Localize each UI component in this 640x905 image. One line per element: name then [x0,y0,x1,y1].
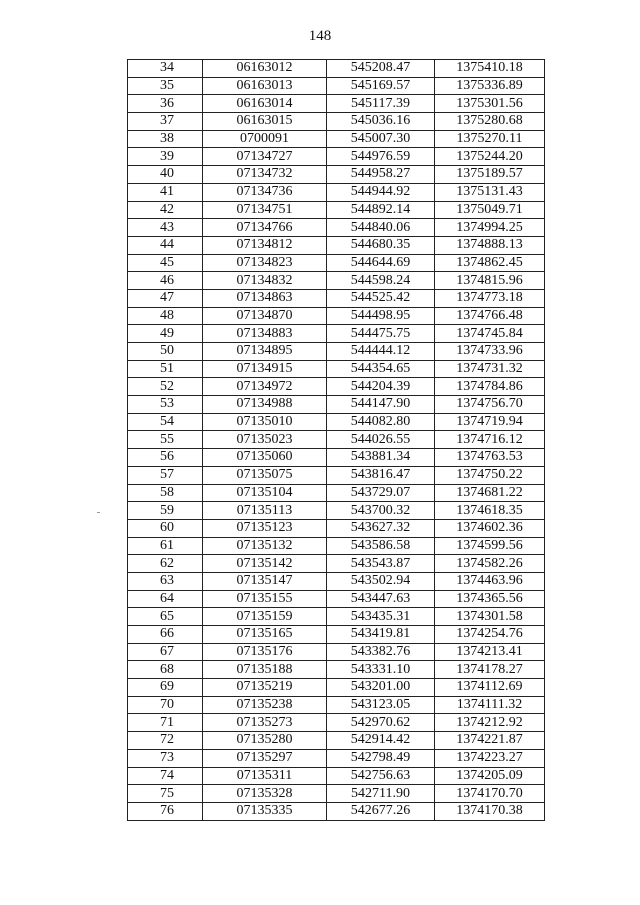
x-coordinate-cell: 543627.32 [327,519,435,537]
point-code-cell: 0700091 [203,130,327,148]
point-number-cell: 55 [128,431,203,449]
point-number-cell: 76 [128,802,203,820]
point-code-cell: 07134766 [203,219,327,237]
table-row [128,749,545,767]
point-code-cell: 07134972 [203,378,327,396]
table-row [128,679,545,697]
x-coordinate-cell: 543382.76 [327,643,435,661]
table-row [128,626,545,644]
x-coordinate-cell: 544644.69 [327,254,435,272]
point-code-cell: 07135010 [203,413,327,431]
y-coordinate-cell: 1374170.70 [435,785,545,803]
table-row [128,767,545,785]
y-coordinate-cell: 1375336.89 [435,77,545,95]
point-number-cell: 51 [128,360,203,378]
y-coordinate-cell: 1374365.56 [435,590,545,608]
point-code-cell: 07135023 [203,431,327,449]
y-coordinate-cell: 1374170.38 [435,802,545,820]
y-coordinate-cell: 1374111.32 [435,696,545,714]
point-code-cell: 06163012 [203,60,327,78]
point-number-cell: 69 [128,679,203,697]
point-code-cell: 07134751 [203,201,327,219]
table-row [128,236,545,254]
table-row [128,572,545,590]
table-row [128,519,545,537]
point-number-cell: 65 [128,608,203,626]
x-coordinate-cell: 542798.49 [327,749,435,767]
point-number-cell: 58 [128,484,203,502]
table-row [128,343,545,361]
point-code-cell: 07134863 [203,289,327,307]
y-coordinate-cell: 1374602.36 [435,519,545,537]
table-row [128,183,545,201]
point-number-cell: 67 [128,643,203,661]
y-coordinate-cell: 1375270.11 [435,130,545,148]
table-row [128,714,545,732]
x-coordinate-cell: 544354.65 [327,360,435,378]
point-number-cell: 41 [128,183,203,201]
x-coordinate-cell: 543435.31 [327,608,435,626]
point-number-cell: 46 [128,272,203,290]
point-number-cell: 44 [128,236,203,254]
y-coordinate-cell: 1374681.22 [435,484,545,502]
point-number-cell: 38 [128,130,203,148]
x-coordinate-cell: 544958.27 [327,166,435,184]
table-row [128,802,545,820]
table-row [128,113,545,131]
table-row [128,484,545,502]
point-code-cell: 06163013 [203,77,327,95]
point-code-cell: 07134732 [203,166,327,184]
y-coordinate-cell: 1374888.13 [435,236,545,254]
table-row [128,555,545,573]
point-code-cell: 07134915 [203,360,327,378]
table-row [128,396,545,414]
point-code-cell: 07135238 [203,696,327,714]
x-coordinate-cell: 544147.90 [327,396,435,414]
x-coordinate-cell: 543586.58 [327,537,435,555]
point-code-cell: 07135188 [203,661,327,679]
margin-mark [97,512,100,513]
x-coordinate-cell: 542711.90 [327,785,435,803]
table-row [128,537,545,555]
table-row [128,643,545,661]
table-row [128,378,545,396]
y-coordinate-cell: 1374112.69 [435,679,545,697]
table-row [128,732,545,750]
point-code-cell: 07135155 [203,590,327,608]
y-coordinate-cell: 1374773.18 [435,289,545,307]
table-row [128,130,545,148]
y-coordinate-cell: 1375410.18 [435,60,545,78]
y-coordinate-cell: 1374301.58 [435,608,545,626]
y-coordinate-cell: 1374599.56 [435,537,545,555]
point-number-cell: 70 [128,696,203,714]
table-row [128,590,545,608]
y-coordinate-cell: 1374582.26 [435,555,545,573]
point-number-cell: 39 [128,148,203,166]
y-coordinate-cell: 1375189.57 [435,166,545,184]
point-number-cell: 71 [128,714,203,732]
point-number-cell: 66 [128,626,203,644]
y-coordinate-cell: 1375301.56 [435,95,545,113]
table-row [128,95,545,113]
y-coordinate-cell: 1374784.86 [435,378,545,396]
x-coordinate-cell: 545036.16 [327,113,435,131]
x-coordinate-cell: 545208.47 [327,60,435,78]
table-row [128,219,545,237]
point-number-cell: 72 [128,732,203,750]
x-coordinate-cell: 544026.55 [327,431,435,449]
x-coordinate-cell: 544892.14 [327,201,435,219]
x-coordinate-cell: 544840.06 [327,219,435,237]
x-coordinate-cell: 544598.24 [327,272,435,290]
x-coordinate-cell: 545169.57 [327,77,435,95]
point-number-cell: 43 [128,219,203,237]
point-code-cell: 07135280 [203,732,327,750]
point-number-cell: 60 [128,519,203,537]
x-coordinate-cell: 543729.07 [327,484,435,502]
y-coordinate-cell: 1375244.20 [435,148,545,166]
table-row [128,60,545,78]
point-number-cell: 48 [128,307,203,325]
table-row [128,696,545,714]
x-coordinate-cell: 544204.39 [327,378,435,396]
x-coordinate-cell: 543123.05 [327,696,435,714]
x-coordinate-cell: 544525.42 [327,289,435,307]
y-coordinate-cell: 1374750.22 [435,466,545,484]
point-number-cell: 49 [128,325,203,343]
y-coordinate-cell: 1374719.94 [435,413,545,431]
x-coordinate-cell: 544082.80 [327,413,435,431]
x-coordinate-cell: 544475.75 [327,325,435,343]
point-code-cell: 07134736 [203,183,327,201]
y-coordinate-cell: 1374178.27 [435,661,545,679]
x-coordinate-cell: 542756.63 [327,767,435,785]
point-number-cell: 50 [128,343,203,361]
y-coordinate-cell: 1374815.96 [435,272,545,290]
point-number-cell: 53 [128,396,203,414]
point-code-cell: 07135159 [203,608,327,626]
x-coordinate-cell: 544498.95 [327,307,435,325]
y-coordinate-cell: 1374716.12 [435,431,545,449]
coordinates-table [127,59,545,821]
point-code-cell: 07134988 [203,396,327,414]
point-number-cell: 36 [128,95,203,113]
point-code-cell: 07134883 [203,325,327,343]
x-coordinate-cell: 543543.87 [327,555,435,573]
y-coordinate-cell: 1374862.45 [435,254,545,272]
point-number-cell: 64 [128,590,203,608]
point-number-cell: 57 [128,466,203,484]
point-code-cell: 07135335 [203,802,327,820]
point-code-cell: 07135060 [203,449,327,467]
point-code-cell: 07135113 [203,502,327,520]
y-coordinate-cell: 1374994.25 [435,219,545,237]
x-coordinate-cell: 543447.63 [327,590,435,608]
point-number-cell: 37 [128,113,203,131]
point-code-cell: 07135132 [203,537,327,555]
point-code-cell: 07135297 [203,749,327,767]
y-coordinate-cell: 1374221.87 [435,732,545,750]
y-coordinate-cell: 1374223.27 [435,749,545,767]
point-code-cell: 07134870 [203,307,327,325]
point-code-cell: 06163015 [203,113,327,131]
table-row [128,254,545,272]
y-coordinate-cell: 1374205.09 [435,767,545,785]
point-code-cell: 07134832 [203,272,327,290]
table-row [128,431,545,449]
coordinates-table-body [128,60,545,821]
x-coordinate-cell: 543881.34 [327,449,435,467]
point-number-cell: 59 [128,502,203,520]
table-row [128,502,545,520]
point-number-cell: 75 [128,785,203,803]
table-row [128,449,545,467]
y-coordinate-cell: 1375131.43 [435,183,545,201]
point-number-cell: 68 [128,661,203,679]
point-number-cell: 63 [128,572,203,590]
point-code-cell: 07135075 [203,466,327,484]
x-coordinate-cell: 544976.59 [327,148,435,166]
point-code-cell: 06163014 [203,95,327,113]
y-coordinate-cell: 1374763.53 [435,449,545,467]
x-coordinate-cell: 543201.00 [327,679,435,697]
point-number-cell: 62 [128,555,203,573]
x-coordinate-cell: 542914.42 [327,732,435,750]
point-number-cell: 56 [128,449,203,467]
point-number-cell: 34 [128,60,203,78]
y-coordinate-cell: 1374745.84 [435,325,545,343]
table-row [128,148,545,166]
x-coordinate-cell: 543816.47 [327,466,435,484]
x-coordinate-cell: 544680.35 [327,236,435,254]
y-coordinate-cell: 1374463.96 [435,572,545,590]
point-code-cell: 07135176 [203,643,327,661]
y-coordinate-cell: 1374254.76 [435,626,545,644]
table-row [128,77,545,95]
point-code-cell: 07135273 [203,714,327,732]
y-coordinate-cell: 1374212.92 [435,714,545,732]
point-number-cell: 61 [128,537,203,555]
table-row [128,201,545,219]
x-coordinate-cell: 545117.39 [327,95,435,113]
table-row [128,785,545,803]
table-row [128,360,545,378]
point-number-cell: 74 [128,767,203,785]
point-code-cell: 07135219 [203,679,327,697]
x-coordinate-cell: 545007.30 [327,130,435,148]
x-coordinate-cell: 543419.81 [327,626,435,644]
y-coordinate-cell: 1375049.71 [435,201,545,219]
table-row [128,608,545,626]
y-coordinate-cell: 1374756.70 [435,396,545,414]
page-number: 148 [308,28,332,44]
table-row [128,325,545,343]
point-number-cell: 45 [128,254,203,272]
point-number-cell: 52 [128,378,203,396]
point-code-cell: 07135104 [203,484,327,502]
point-number-cell: 73 [128,749,203,767]
x-coordinate-cell: 542677.26 [327,802,435,820]
point-number-cell: 35 [128,77,203,95]
point-code-cell: 07135311 [203,767,327,785]
point-number-cell: 40 [128,166,203,184]
point-code-cell: 07135147 [203,572,327,590]
table-row [128,307,545,325]
point-number-cell: 47 [128,289,203,307]
point-code-cell: 07135165 [203,626,327,644]
point-code-cell: 07135328 [203,785,327,803]
table-row [128,661,545,679]
x-coordinate-cell: 543700.32 [327,502,435,520]
y-coordinate-cell: 1374733.96 [435,343,545,361]
point-code-cell: 07134812 [203,236,327,254]
table-row [128,272,545,290]
y-coordinate-cell: 1374766.48 [435,307,545,325]
y-coordinate-cell: 1374213.41 [435,643,545,661]
table-row [128,289,545,307]
point-code-cell: 07134823 [203,254,327,272]
x-coordinate-cell: 544944.92 [327,183,435,201]
y-coordinate-cell: 1374618.35 [435,502,545,520]
table-row [128,413,545,431]
y-coordinate-cell: 1374731.32 [435,360,545,378]
y-coordinate-cell: 1375280.68 [435,113,545,131]
x-coordinate-cell: 544444.12 [327,343,435,361]
point-code-cell: 07135123 [203,519,327,537]
x-coordinate-cell: 542970.62 [327,714,435,732]
point-code-cell: 07135142 [203,555,327,573]
x-coordinate-cell: 543502.94 [327,572,435,590]
point-code-cell: 07134727 [203,148,327,166]
table-row [128,466,545,484]
point-number-cell: 42 [128,201,203,219]
point-code-cell: 07134895 [203,343,327,361]
point-number-cell: 54 [128,413,203,431]
table-row [128,166,545,184]
x-coordinate-cell: 543331.10 [327,661,435,679]
